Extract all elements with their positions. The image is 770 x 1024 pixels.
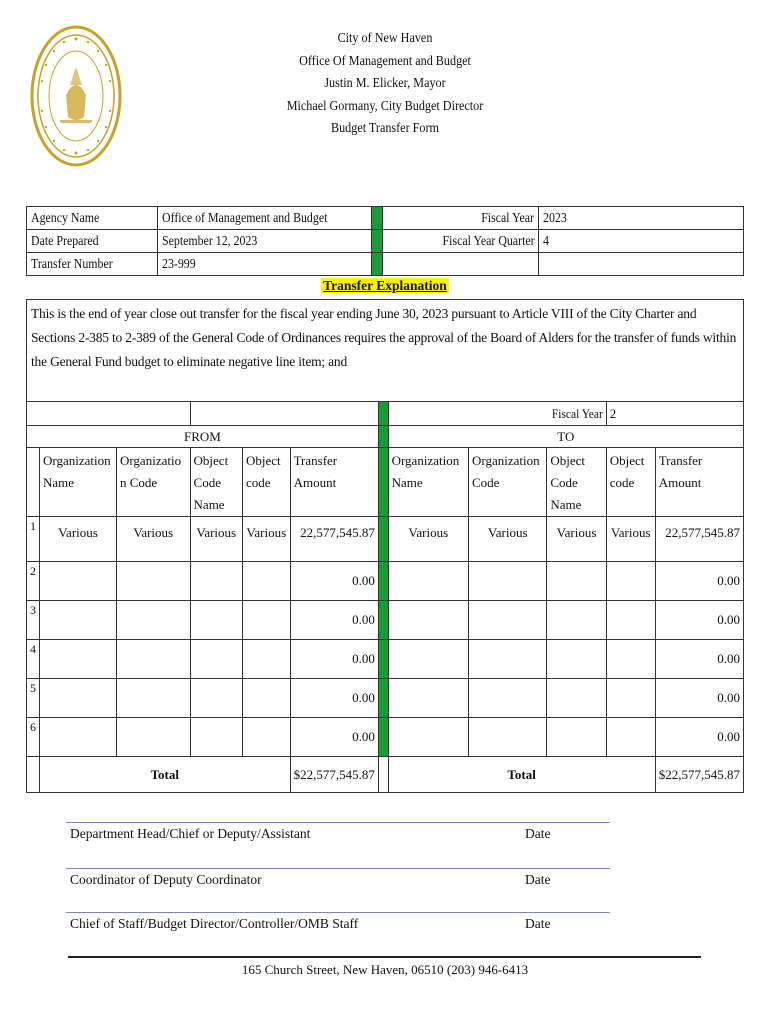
from-org-code-cell[interactable]: [116, 562, 190, 601]
to-object-code-name-cell[interactable]: [547, 562, 606, 601]
fiscal-year-label: Fiscal Year: [382, 207, 539, 230]
green-divider: [372, 230, 382, 253]
to-org-name-cell[interactable]: [388, 601, 468, 640]
date-label: Date: [525, 872, 551, 887]
to-org-code-cell[interactable]: [469, 640, 547, 679]
from-object-code-name-header: Object Code Name: [190, 448, 242, 517]
to-amount-cell[interactable]: 0.00: [655, 640, 743, 679]
green-divider: [378, 601, 388, 640]
budget-director-name: Michael Gormany, City Budget Director: [286, 97, 484, 113]
table-row: [27, 718, 744, 757]
signature-line-department-head[interactable]: [66, 822, 610, 841]
from-amount-cell[interactable]: 0.00: [290, 718, 378, 757]
city-seal-logo: [30, 25, 122, 167]
grid-fiscal-year-value[interactable]: 2: [606, 402, 743, 426]
to-amount-cell[interactable]: 0.00: [655, 562, 743, 601]
to-org-name-cell[interactable]: [388, 562, 468, 601]
from-org-code-cell[interactable]: [116, 640, 190, 679]
to-object-code-cell[interactable]: [606, 601, 655, 640]
signature-label: Coordinator of Deputy Coordinator: [70, 872, 262, 887]
signature-label: Department Head/Chief or Deputy/Assistant: [70, 826, 311, 841]
from-object-code-name-cell[interactable]: Various: [190, 517, 242, 562]
table-row: [27, 679, 744, 718]
green-divider: [378, 448, 388, 517]
row-number: 3: [27, 601, 40, 640]
to-total-amount: $22,577,545.87: [655, 757, 743, 793]
green-divider: [378, 562, 388, 601]
to-org-code-cell[interactable]: [469, 562, 547, 601]
grid-fiscal-year-label: Fiscal Year: [388, 402, 606, 426]
from-org-name-cell[interactable]: [40, 679, 117, 718]
row-number: 6: [27, 718, 40, 757]
blank-cell: [539, 253, 744, 276]
transfer-number-label: Transfer Number: [27, 253, 158, 276]
from-object-code-cell[interactable]: [242, 640, 290, 679]
green-divider: [378, 679, 388, 718]
mayor-name: Justin M. Elicker, Mayor: [324, 75, 446, 90]
from-org-name-header: Organization Name: [40, 448, 117, 517]
from-org-name-cell[interactable]: [40, 601, 117, 640]
table-row: [27, 640, 744, 679]
date-label: Date: [525, 826, 551, 841]
from-org-code-cell[interactable]: Various: [116, 517, 190, 562]
green-divider: [372, 253, 382, 276]
from-org-code-header: Organizatio n Code: [116, 448, 190, 517]
to-total-label: Total: [388, 757, 655, 793]
agency-name-label: Agency Name: [27, 207, 158, 230]
table-row: [27, 562, 744, 601]
green-divider: [372, 207, 382, 230]
to-object-code-name-cell[interactable]: [547, 601, 606, 640]
green-divider: [378, 402, 388, 426]
from-object-code-cell[interactable]: Various: [242, 517, 290, 562]
from-amount-header: Transfer Amount: [290, 448, 378, 517]
date-prepared-label: Date Prepared: [27, 230, 158, 253]
from-object-code-cell[interactable]: [242, 601, 290, 640]
from-object-code-name-cell[interactable]: [190, 562, 242, 601]
blank-cell: [27, 448, 40, 517]
to-org-code-cell[interactable]: [469, 601, 547, 640]
from-object-code-cell[interactable]: [242, 562, 290, 601]
agency-info-table: [26, 206, 744, 276]
from-amount-cell[interactable]: 0.00: [290, 679, 378, 718]
date-prepared-value[interactable]: September 12, 2023: [158, 230, 372, 253]
to-object-code-cell[interactable]: [606, 640, 655, 679]
to-amount-cell[interactable]: 0.00: [655, 601, 743, 640]
green-divider: [378, 426, 388, 448]
date-label: Date: [525, 916, 551, 931]
to-object-code-name-cell[interactable]: [547, 718, 606, 757]
to-object-code-name-cell[interactable]: [547, 679, 606, 718]
to-org-code-cell[interactable]: [469, 718, 547, 757]
from-object-code-name-cell[interactable]: [190, 640, 242, 679]
office-name: Office Of Management and Budget: [299, 52, 471, 68]
to-amount-cell[interactable]: 0.00: [655, 718, 743, 757]
row-number: 5: [27, 679, 40, 718]
transfer-grid: [26, 401, 744, 793]
signature-line-coordinator[interactable]: [66, 868, 610, 887]
from-org-code-cell[interactable]: [116, 601, 190, 640]
table-row: [27, 517, 744, 562]
from-object-code-name-cell[interactable]: [190, 718, 242, 757]
to-org-code-header: Organization Code: [469, 448, 547, 517]
to-label: TO: [388, 426, 743, 448]
to-object-code-name-cell[interactable]: Various: [547, 517, 606, 562]
from-org-code-cell[interactable]: [116, 679, 190, 718]
signature-line-chief-of-staff[interactable]: [66, 912, 610, 931]
green-divider: [378, 718, 388, 757]
row-number: 2: [27, 562, 40, 601]
from-label: FROM: [27, 426, 379, 448]
from-object-code-name-cell[interactable]: [190, 601, 242, 640]
from-org-code-cell[interactable]: [116, 718, 190, 757]
from-amount-cell[interactable]: 22,577,545.87: [290, 517, 378, 562]
from-org-name-cell[interactable]: [40, 562, 117, 601]
transfer-explanation-text: This is the end of year close out transfer for the fiscal year ending June 30, 2023 pursuant to Article VIII of the City Charter and Sections 2-385 to 2-389 of the General Code of Ordinances requires the approval of the Board of Alders for the transfer of funds within the General Fund budget to eliminate negative line item; and: [31, 306, 737, 369]
form-header: [230, 27, 540, 140]
blank-cell: [190, 402, 378, 426]
to-amount-cell[interactable]: 22,577,545.87: [655, 517, 743, 562]
signature-label: Chief of Staff/Budget Director/Controller/OMB Staff: [70, 916, 359, 931]
to-org-name-cell[interactable]: [388, 679, 468, 718]
from-amount-cell[interactable]: 0.00: [290, 601, 378, 640]
to-object-code-header: Object code: [606, 448, 655, 517]
city-name: City of New Haven: [337, 30, 433, 45]
to-amount-header: Transfer Amount: [655, 448, 743, 517]
fiscal-year-quarter-label: Fiscal Year Quarter: [382, 230, 539, 253]
to-object-code-cell[interactable]: [606, 679, 655, 718]
to-object-code-cell[interactable]: Various: [606, 517, 655, 562]
transfer-number-value[interactable]: 23-999: [158, 253, 372, 276]
to-org-code-cell[interactable]: Various: [469, 517, 547, 562]
row-number: 1: [27, 517, 40, 562]
transfer-explanation-title: Transfer Explanation: [323, 278, 447, 293]
from-org-name-cell[interactable]: [40, 718, 117, 757]
from-object-code-name-cell[interactable]: [190, 679, 242, 718]
agency-name-value[interactable]: Office of Management and Budget: [158, 207, 372, 230]
green-divider: [378, 517, 388, 562]
to-org-name-cell[interactable]: Various: [388, 517, 468, 562]
blank-cell: [27, 402, 191, 426]
to-object-code-name-cell[interactable]: [547, 640, 606, 679]
from-object-code-cell[interactable]: [242, 679, 290, 718]
to-org-name-cell[interactable]: [388, 718, 468, 757]
from-total-amount: $22,577,545.87: [290, 757, 378, 793]
from-amount-cell[interactable]: 0.00: [290, 640, 378, 679]
fiscal-year-quarter-value[interactable]: 4: [539, 230, 744, 253]
to-object-code-name-header: Object Code Name: [547, 448, 606, 517]
row-number: 4: [27, 640, 40, 679]
transfer-explanation-box[interactable]: [26, 299, 744, 402]
to-org-name-cell[interactable]: [388, 640, 468, 679]
from-object-code-cell[interactable]: [242, 718, 290, 757]
to-org-code-cell[interactable]: [469, 679, 547, 718]
fiscal-year-value[interactable]: 2023: [539, 207, 744, 230]
to-org-name-header: Organization Name: [388, 448, 468, 517]
to-amount-cell[interactable]: 0.00: [655, 679, 743, 718]
footer-address: 165 Church Street, New Haven, 06510 (203) 946-6413: [241, 962, 529, 977]
from-org-name-cell[interactable]: [40, 640, 117, 679]
form-title: Budget Transfer Form: [330, 120, 439, 135]
footer-rule: [68, 956, 701, 958]
green-divider: [378, 640, 388, 679]
to-object-code-cell[interactable]: [606, 718, 655, 757]
blank-cell: [27, 757, 40, 793]
from-object-code-header: Object code: [242, 448, 290, 517]
blank-cell: [378, 757, 388, 793]
from-org-name-cell[interactable]: Various: [40, 517, 117, 562]
from-total-label: Total: [40, 757, 291, 793]
from-amount-cell[interactable]: 0.00: [290, 562, 378, 601]
table-row: [27, 601, 744, 640]
to-object-code-cell[interactable]: [606, 562, 655, 601]
blank-cell: [382, 253, 539, 276]
